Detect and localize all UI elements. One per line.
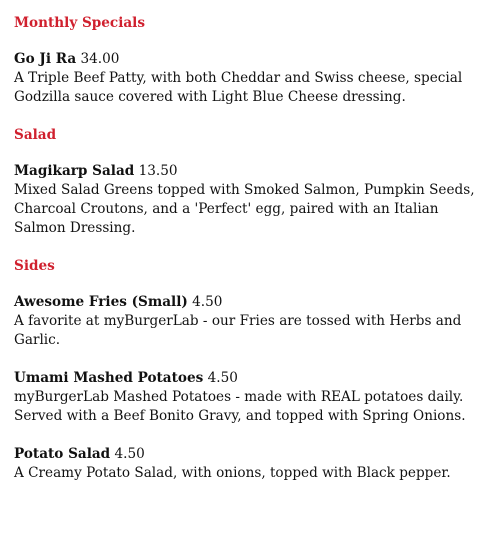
section-title: Monthly Specials: [14, 15, 145, 31]
menu-item: [14, 369, 494, 426]
item-name: Umami Mashed Potatoes: [14, 370, 204, 386]
item-description: A favorite at myBurgerLab - our Fries are tossed with Herbs and Garlic.: [14, 313, 462, 348]
section-title: Sides: [14, 258, 55, 274]
item-description: myBurgerLab Mashed Potatoes - made with REAL potatoes daily. Served with a Beef Bonito Gravy, and topped with Spring Onions.: [14, 389, 466, 424]
item-description: A Triple Beef Patty, with both Cheddar and Swiss cheese, special Godzilla sauce covered with Light Blue Cheese dressing.: [14, 70, 463, 105]
item-name: Magikarp Salad: [14, 163, 135, 179]
item-price: 4.50: [207, 370, 238, 386]
item-price: 13.50: [138, 163, 178, 179]
section-sides: [14, 257, 494, 483]
item-name: Potato Salad: [14, 446, 111, 462]
item-description: A Creamy Potato Salad, with onions, topped with Black pepper.: [14, 465, 451, 481]
menu-item: [14, 445, 494, 483]
item-name: Awesome Fries (Small): [14, 294, 188, 310]
section-salad: [14, 126, 494, 238]
menu-item: [14, 162, 494, 238]
item-price: 4.50: [192, 294, 223, 310]
item-name: Go Ji Ra: [14, 51, 77, 67]
item-description: Mixed Salad Greens topped with Smoked Salmon, Pumpkin Seeds, Charcoal Croutons, and a 'Perfect' egg, paired with an Italian Salmon Dressing.: [14, 182, 475, 236]
menu-item: [14, 50, 494, 107]
item-price: 4.50: [114, 446, 145, 462]
menu-item: [14, 293, 494, 350]
section-monthly-specials: [14, 14, 494, 107]
menu-document: [14, 14, 494, 502]
item-price: 34.00: [80, 51, 120, 67]
section-title: Salad: [14, 127, 57, 143]
